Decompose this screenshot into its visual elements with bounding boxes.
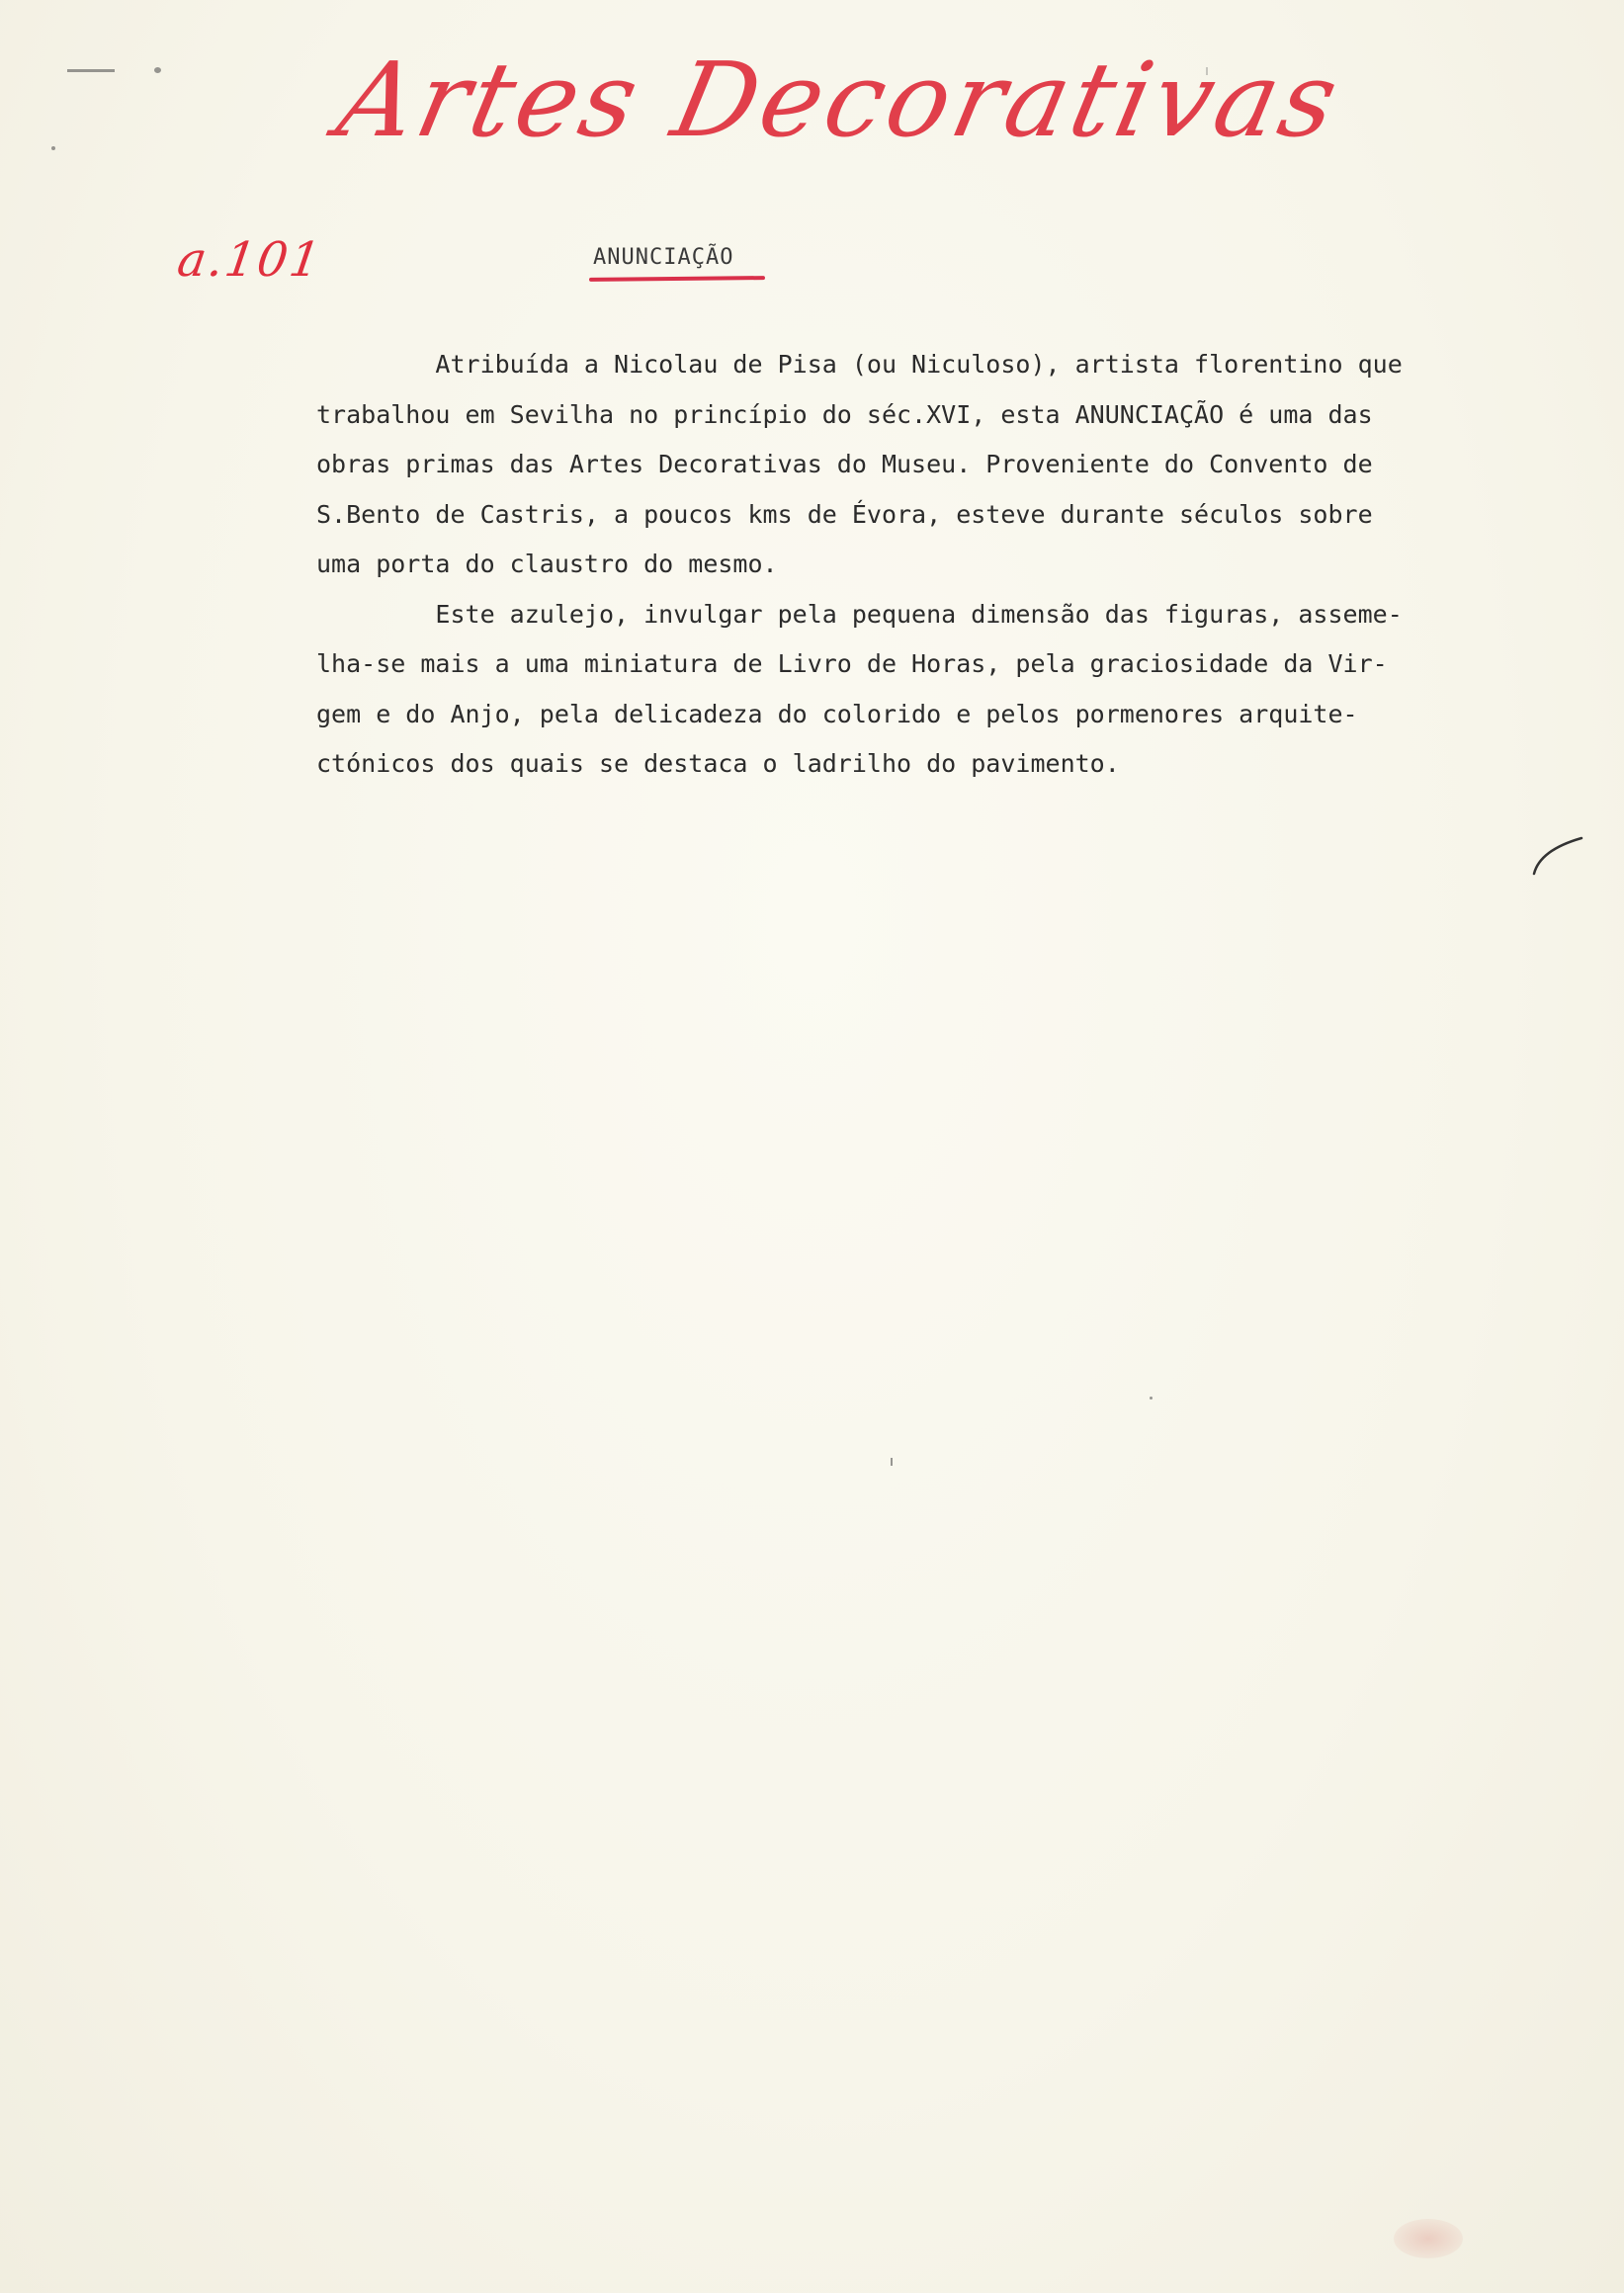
paper-mark-top-left <box>67 69 115 72</box>
paragraph-1-line-4: S.Bento de Castris, a poucos kms de Évora, esteve durante séculos sobre <box>316 499 1373 529</box>
paper-speck-3 <box>1206 67 1208 75</box>
paper-speck-1 <box>1150 1397 1153 1400</box>
paragraph-1-line-5: uma porta do claustro do mesmo. <box>316 550 778 578</box>
paper-speck-2 <box>891 1458 893 1466</box>
paper-mark-dot-left <box>51 146 55 150</box>
document-heading: ANUNCIAÇÃO <box>593 245 734 270</box>
paragraph-2-line-3: gem e do Anjo, pela delicadeza do colorido e pelos pormenores arquite- <box>316 699 1358 728</box>
paper-mark-dot <box>154 67 161 73</box>
paragraph-1-line-3: obras primas das Artes Decorativas do Museu. Proveniente do Convento de <box>316 450 1373 478</box>
document-body <box>316 340 1502 790</box>
heading-block <box>593 245 733 270</box>
margin-pencil-stroke <box>1530 830 1589 880</box>
heading-red-underline <box>589 276 765 282</box>
paper-stain <box>1394 2219 1463 2258</box>
paragraph-2-line-4: ctónicos dos quais se destaca o ladrilho do pavimento. <box>316 749 1120 778</box>
handwritten-catalogue-code: a.101 <box>174 232 326 288</box>
paragraph-1-line-1: Atribuída a Nicolau de Pisa (ou Niculoso), artista florentino que <box>316 350 1403 379</box>
handwritten-section-title: Artes Decorativas <box>328 40 1352 160</box>
paragraph-2-line-1: Este azulejo, invulgar pela pequena dimensão das figuras, asseme- <box>316 599 1403 629</box>
paragraph-1-line-2: trabalhou em Sevilha no princípio do séc.XVI, esta ANUNCIAÇÃO é uma das <box>316 399 1373 429</box>
paragraph-2-line-2: lha-se mais a uma miniatura de Livro de Horas, pela graciosidade da Vir- <box>316 649 1388 678</box>
